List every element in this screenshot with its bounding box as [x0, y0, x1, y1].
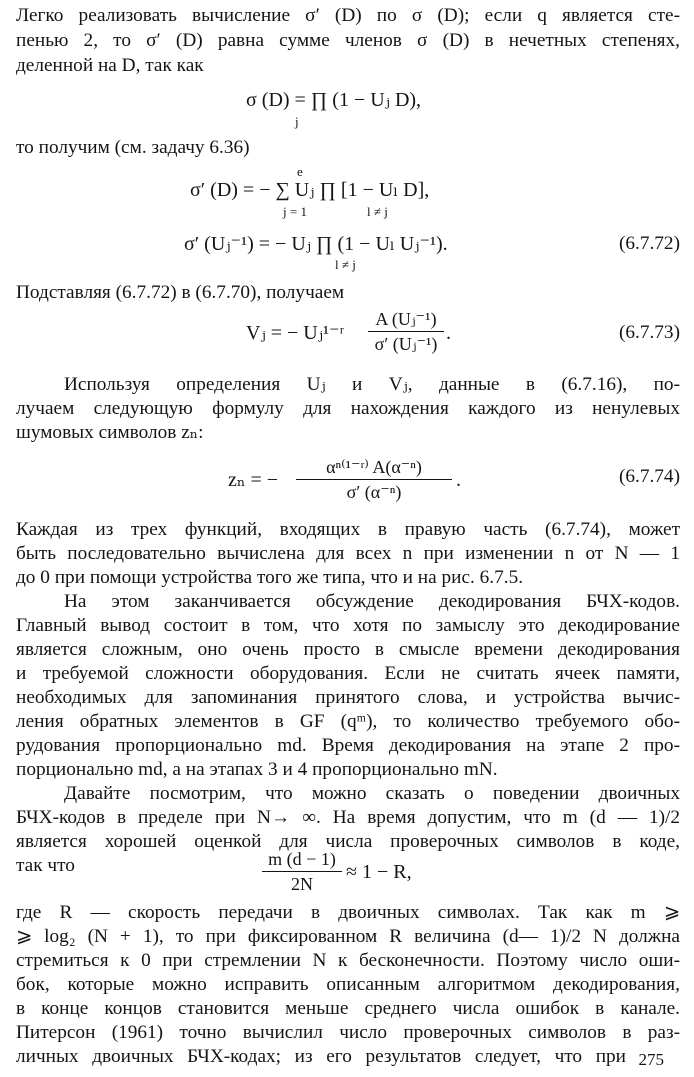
text-line: необходимых для запоминания принятого слова, и устройства вычис-: [16, 687, 680, 708]
text-line: Питерсон (1961) точно вычислил число проверочных символов в раз-: [16, 1022, 680, 1043]
text-line: где R — скорость передачи в двоичных символах. Так как m ⩾: [16, 902, 680, 923]
text-line: Подставляя (6.7.72) в (6.7.70), получаем: [16, 282, 345, 303]
text-line: Используя определения Uⱼ и Vⱼ, данные в (6.7.16), по-: [64, 374, 680, 395]
text-line: деленной на D, так как: [16, 55, 204, 76]
equation-number: (6.7.72): [618, 233, 680, 254]
fraction: [262, 848, 342, 895]
equation-subscript: l ≠ j: [367, 204, 388, 219]
text-line: пенью 2, то σ′ (D) равна сумме членов σ (D) в нечетных степенях,: [16, 30, 680, 51]
text-line: Главный вывод состоит в том, что хотя по замыслу это декодирование: [16, 615, 680, 636]
text-line: так что: [16, 855, 75, 876]
text-line: является сложным, оно очень просто в смысле времени декодирования: [16, 639, 680, 660]
text-line: до 0 при помощи устройства того же типа, что и на рис. 6.7.5.: [16, 567, 524, 588]
text-line: ⩾ log₂ (N + 1), то при фиксированном R величина (d— 1)/2 N должна: [16, 926, 680, 947]
text-line: На этом заканчивается обсуждение декодирования БЧХ-кодов.: [64, 591, 680, 612]
text-line: стремиться к 0 при стремлении N к бесконечности. Поэтому число оши-: [16, 950, 680, 971]
text-line: шумовых символов zₙ:: [16, 422, 204, 443]
equation-period: .: [456, 469, 461, 491]
equation-number: (6.7.73): [618, 322, 680, 343]
text-line: лучаем следующую формулу для нахождения каждого из ненулевых: [16, 398, 680, 419]
fraction-numerator: A (Uⱼ⁻¹): [375, 309, 437, 329]
fraction: [368, 308, 444, 355]
equation-v-j: Vⱼ = − Uⱼ¹⁻ʳ: [246, 322, 344, 344]
fraction-denominator: 2N: [291, 874, 313, 895]
fraction-denominator: σ′ (α⁻ⁿ): [346, 482, 402, 503]
page-number: 275: [638, 1050, 664, 1069]
equation-sigma-product: σ (D) = ∏ (1 − Uⱼ D),: [246, 89, 422, 111]
text-line: ления обратных элементов в GF (qᵐ), то количество требуемого обо-: [16, 711, 680, 732]
fraction-numerator: αⁿ⁽¹⁻ʳ⁾ A(α⁻ⁿ): [326, 457, 422, 477]
fraction-denominator: σ′ (Uⱼ⁻¹): [374, 334, 438, 355]
equation-period: .: [446, 322, 451, 344]
equation-subscript: j = 1: [283, 204, 307, 219]
text-line: то получим (см. задачу 6.36): [16, 137, 250, 158]
text-line: Легко реализовать вычисление σ′ (D) по σ (D); если q является сте-: [16, 5, 680, 26]
text-line: личных двоичных БЧХ-кодах; из его результатов следует, что при: [16, 1046, 626, 1067]
fraction-bar: [296, 479, 452, 480]
equation-z-n: zₙ = −: [228, 469, 279, 491]
text-line: быть последовательно вычислена для всех n при изменении n от N — 1: [16, 543, 680, 564]
equation-rate-approx: ≈ 1 − R,: [346, 861, 412, 883]
fraction-bar: [368, 331, 444, 332]
equation-sigma-derivative-at-root: σ′ (Uⱼ⁻¹) = − Uⱼ ∏ (1 − Uₗ Uⱼ⁻¹).: [184, 233, 448, 255]
equation-number: (6.7.74): [618, 466, 680, 487]
fraction: [296, 456, 452, 503]
text-line: Каждая из трех функций, входящих в правую часть (6.7.74), может: [16, 519, 680, 540]
equation-superscript: e: [297, 164, 303, 179]
text-line: бок, которые можно исправить описанным алгоритмом декодирования,: [16, 974, 680, 995]
text-line: БЧХ-кодов в пределе при N→ ∞. На время допустим, что m (d — 1)/2: [16, 807, 680, 828]
equation-subscript: j: [295, 114, 299, 129]
text-line: порционально md, а на этапах 3 и 4 пропорционально mN.: [16, 759, 498, 780]
equation-sigma-derivative: σ′ (D) = − ∑ Uⱼ ∏ [1 − Uₗ D],: [190, 179, 430, 201]
text-line: в конце концов становится меньше среднего числа ошибок в канале.: [16, 998, 680, 1019]
equation-subscript: l ≠ j: [335, 257, 356, 272]
text-line: Давайте посмотрим, что можно сказать о поведении двоичных: [64, 783, 680, 804]
text-line: является хорошей оценкой для числа проверочных символов в коде,: [16, 831, 680, 852]
fraction-bar: [262, 871, 342, 872]
fraction-numerator: m (d − 1): [268, 849, 336, 869]
text-line: и требуемой сложности оборудования. Если не считать ячеек памяти,: [16, 663, 680, 684]
text-line: рудования пропорционально md. Время декодирования на этапе 2 про-: [16, 735, 680, 756]
